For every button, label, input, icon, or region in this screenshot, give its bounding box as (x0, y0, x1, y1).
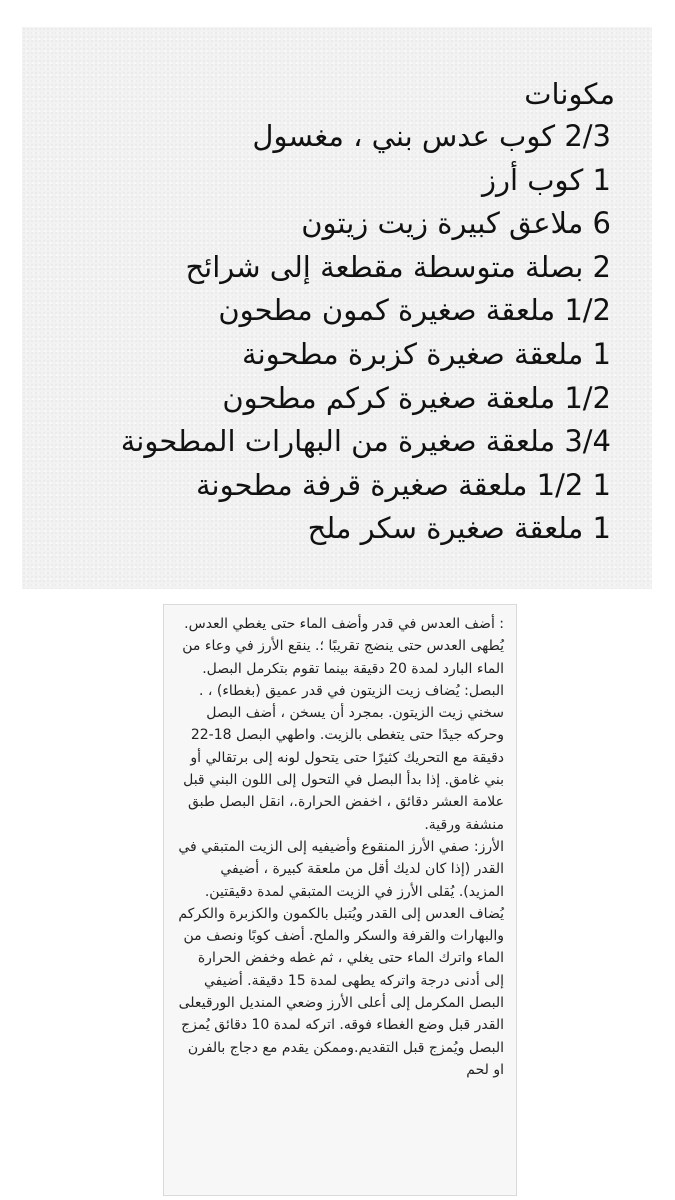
ingredient-item: 1 ملعقة صغيرة كزبرة مطحونة (242, 336, 611, 371)
ingredients-list (121, 115, 611, 551)
ingredient-item: 1/2 ملعقة صغيرة كركم مطحون (222, 380, 611, 415)
ingredient-item: 1 ملعقة صغيرة سكر ملح (307, 511, 611, 546)
instructions-text (174, 613, 504, 1081)
ingredient-item: 6 ملاعق كبيرة زيت زيتون (301, 206, 611, 241)
ingredient-item: 1/2 ملعقة صغيرة كمون مطحون (218, 293, 611, 328)
instruction-paragraph-onions: البصل: يُضاف زيت الزيتون في قدر عميق (بغطاء) ، . سخني زيت الزيتون. بمجرد أن يسخن ، أضف البصل وحركه جيدًا حتى يتغطى بالزيت. واطهي البصل 18-22 دقيقة مع التحريك كثيرًا حتى يتحول لونه إلى برتقالي أو بني غامق. إذا بدأ البصل في التحول إلى اللون البني قبل علامة العشر دقائق ، اخفض الحرارة.، انقل البصل طبق منشفة ورقية. (183, 682, 504, 833)
instruction-paragraph-lentils: : أضف العدس في قدر وأضف الماء حتى يغطي العدس. يُطهى العدس حتى ينضج تقريبًا ؛. ينقع الأرز في وعاء من الماء البارد لمدة 20 دقيقة بينما تقوم بتكرمل البصل. (182, 616, 504, 677)
ingredients-title: مكونات (524, 77, 615, 111)
instructions-note (163, 604, 517, 1196)
ingredient-item: 3/4 ملعقة صغيرة من البهارات المطحونة (120, 424, 611, 459)
ingredient-item: 2/3 كوب عدس بني ، مغسول (252, 119, 611, 153)
instruction-paragraph-rice: الأرز: صفي الأرز المنقوع وأضيفيه إلى الزيت المتبقي في القدر (إذا كان لديك أقل من ملعقة كبيرة ، أضيفي المزيد). يُقلى الأرز في الزيت المتبقي لمدة دقيقتين. يُضاف العدس إلى القدر ويُتبل بالكمون والكزبرة والكركم والبهارات والقرفة والسكر والملح. أضف كوبًا ونصف من الماء واترك الماء حتى يغلي ، ثم غطه وخفض الحرارة إلى أدنى درجة واتركه يطهى لمدة 15 دقيقة. أضيفي البصل المكرمل إلى أعلى الأرز وضعي المنديل الورقيعلى القدر قبل وضع الغطاء فوقه. اتركه لمدة 10 دقائق يُمزج البصل ويُمزج قبل التقديم.وممكن يقدم مع دجاج بالفرن او لحم (178, 838, 504, 1078)
ingredient-item: 1 كوب أرز (481, 162, 611, 197)
ingredient-item: 2 بصلة متوسطة مقطعة إلى شرائح (185, 249, 611, 284)
ingredients-card (22, 27, 652, 589)
ingredient-item: 1 1/2 ملعقة صغيرة قرفة مطحونة (195, 467, 611, 502)
